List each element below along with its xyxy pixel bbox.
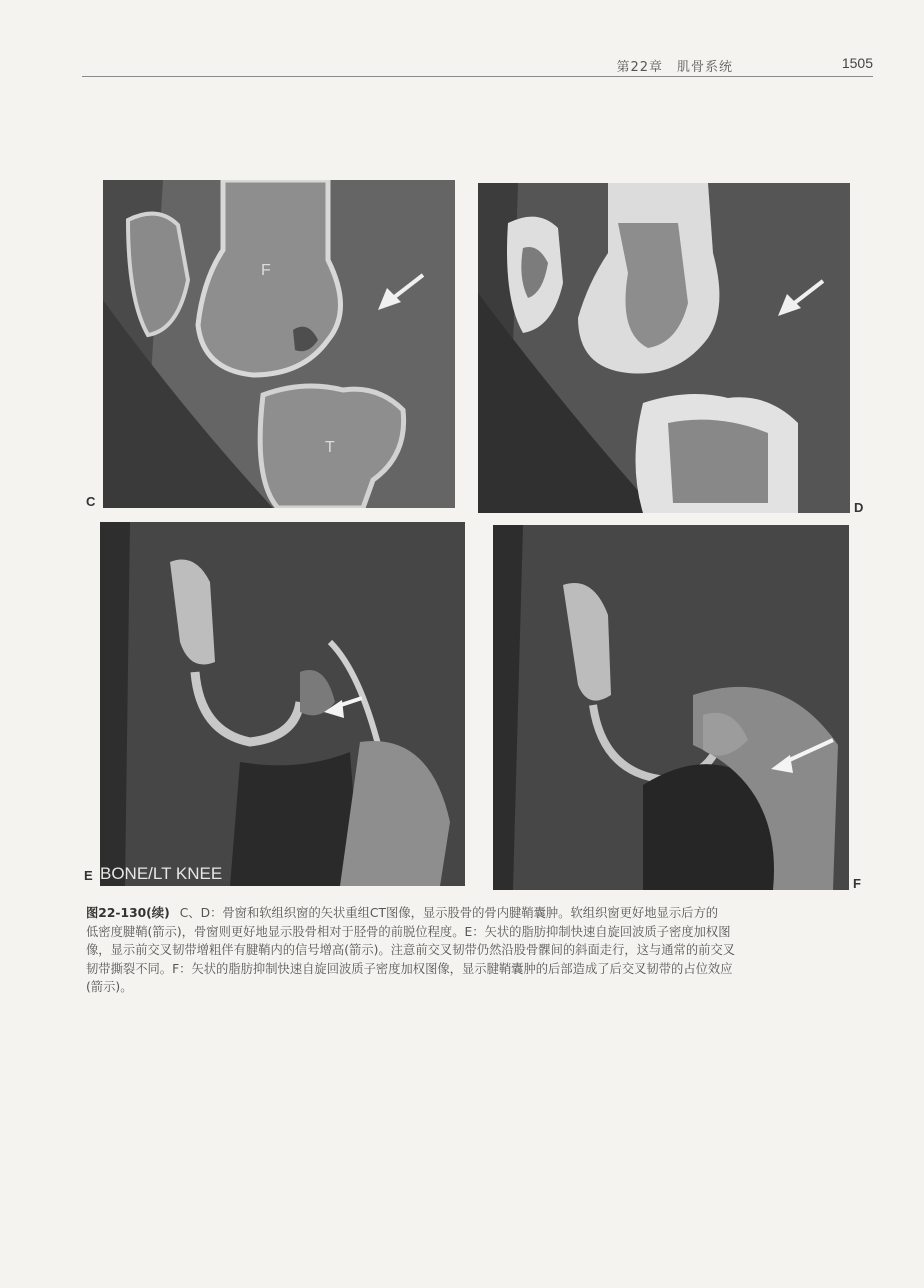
figure-panel-d — [478, 183, 850, 513]
chapter-title: 第22章 肌骨系统 — [616, 60, 733, 75]
page-number: 1505 — [841, 55, 873, 71]
figure-panel-c — [103, 180, 455, 508]
caption-line-4: 韧带撕裂不同。F：矢状的脂肪抑制快速自旋回波质子密度加权图像，显示腱鞘囊肿的后部造成了后交叉韧带的占位效应 — [86, 961, 733, 976]
figure-panel-f — [493, 525, 849, 890]
panel-label-e: E — [84, 868, 93, 883]
ct-soft-tissue-window-image — [478, 183, 850, 513]
caption-line-5: (箭示)。 — [86, 980, 133, 994]
mri-overlay-label: BONE/LT KNEE — [100, 864, 223, 883]
header-rule — [82, 76, 873, 77]
caption-line-3: 像，显示前交叉韧带增粗伴有腱鞘内的信号增高(箭示)。注意前交叉韧带仍然沿股骨髁间的斜面走行，这与通常的前交叉 — [86, 943, 736, 957]
running-header — [82, 56, 873, 78]
figure-caption — [86, 904, 848, 997]
figure-panel-e — [100, 522, 465, 886]
panel-label-f: F — [853, 876, 861, 891]
femur-marker: F — [261, 262, 271, 279]
panel-label-d: D — [854, 500, 864, 515]
caption-line-2: 低密度腱鞘(箭示)，骨窗则更好地显示股骨相对于胫骨的前脱位程度。E：矢状的脂肪抑制快速自旋回波质子密度加权图 — [86, 924, 731, 939]
tibia-marker: T — [325, 439, 335, 456]
mri-image-e — [100, 522, 465, 886]
caption-line-1: 图22-130(续) C、D：骨窗和软组织窗的矢状重组CT图像，显示股骨的骨内腱鞘囊肿。软组织窗更好地显示后方的 — [86, 906, 719, 920]
mri-image-f — [493, 525, 849, 890]
caption-figure-number: 图22-130(续) — [86, 906, 170, 920]
panel-label-c: C — [86, 494, 96, 509]
ct-bone-window-image — [103, 180, 455, 508]
